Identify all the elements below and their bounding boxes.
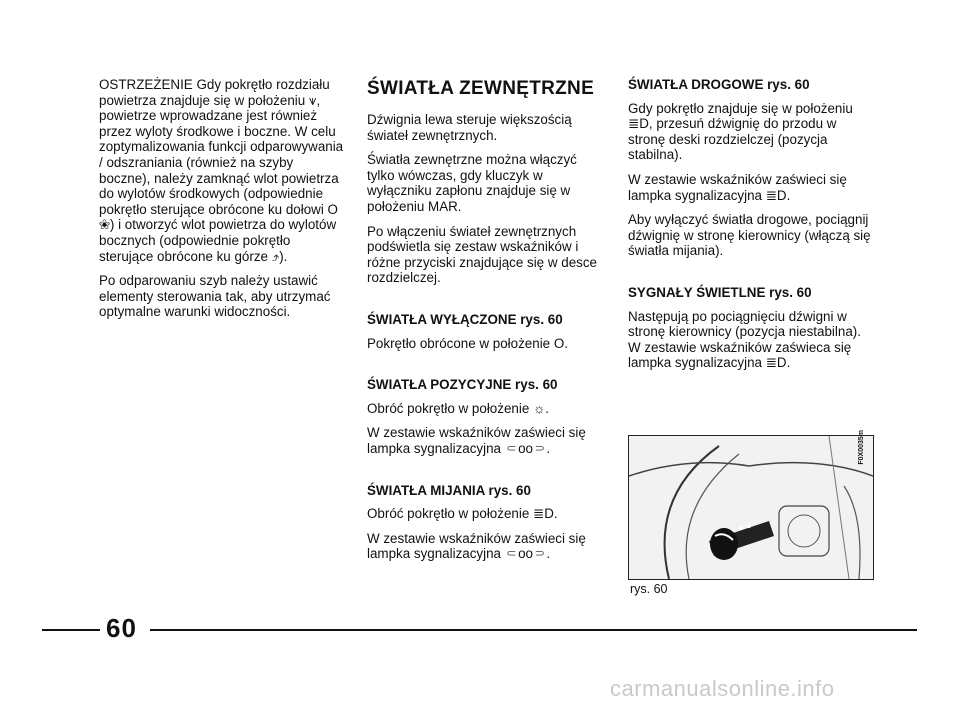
paragraph: Następują po pociągnięciu dźwigni w stronę kierownicy (pozycja niestabilna). W zestawie wskaźników zaświeca się lampka sygnalizacyjna ≣D.	[628, 308, 861, 371]
figure-lever-illustration	[628, 435, 874, 580]
figure-caption: rys. 60	[630, 582, 668, 596]
paragraph: W zestawie wskaźników zaświeci się lampka sygnalizacyjna ⸦oo⸧.	[367, 425, 586, 456]
warning-paragraph: OSTRZEŻENIE Gdy pokrętło rozdziału powietrza znajduje się w położeniu ⩛, powietrze wprowadzane jest również przez wyloty środkowe i boczne. W celu zoptymalizowania funkcji odparowywania / odszraniania (również na szyby boczne), należy zamknąć wlot powietrza do wylotów środkowych (odpowiednie pokrętło sterujące obrócone ku dołowi O ❀) i otworzyć wlot powietrza do wylotów bocznych (odpowiednie pokrętło sterujące obrócone ku górze ⤴).	[99, 77, 344, 264]
subsection-heading: ŚWIATŁA POZYCYJNE rys. 60	[367, 377, 558, 393]
paragraph: W zestawie wskaźników zaświeci się lampka sygnalizacyjna ⸦oo⸧.	[367, 530, 586, 562]
column-right	[628, 77, 873, 380]
section-title: ŚWIATŁA ZEWNĘTRZNE	[367, 78, 595, 99]
paragraph: Pokrętło obrócone w położenie O.	[367, 335, 568, 351]
watermark-text: carmanualsonline.info	[610, 676, 835, 701]
paragraph: Obróć pokrętło w położenie ≣D.	[367, 506, 558, 522]
paragraph: Dźwignia lewa steruje większością świateł zewnętrznych.	[367, 112, 572, 143]
paragraph: Po odparowaniu szyb należy ustawić elementy sterowania tak, aby utrzymać optymalne warunki widoczności.	[99, 273, 331, 320]
subsection-heading: ŚWIATŁA MIJANIA rys. 60	[367, 482, 531, 498]
lever-drawing	[629, 436, 873, 579]
footer-rule-left	[42, 629, 100, 631]
paragraph: Światła zewnętrzne można włączyć tylko wówczas, gdy kluczyk w wyłączniku zapłonu znajduje się w położeniu MAR.	[367, 152, 577, 214]
page-number: 60	[106, 613, 137, 643]
paragraph: Obróć pokrętło w położenie ☼.	[367, 400, 549, 416]
figure-code: F0X0035m	[858, 430, 865, 465]
column-left	[99, 77, 344, 329]
paragraph: Po włączeniu świateł zewnętrznych podświetla się zestaw wskaźników i różne przyciski znajdujące się w desce rozdzielczej.	[367, 223, 597, 286]
subsection-heading: SYGNAŁY ŚWIETLNE rys. 60	[628, 284, 812, 300]
paragraph: W zestawie wskaźników zaświeci się lampka sygnalizacyjna ≣D.	[628, 171, 847, 203]
subsection-heading: ŚWIATŁA WYŁĄCZONE rys. 60	[367, 311, 563, 327]
footer-rule-right	[150, 629, 917, 631]
paragraph: Aby wyłączyć światła drogowe, pociągnij dźwignię w stronę kierownicy (włączą się światła mijania).	[628, 212, 871, 259]
subsection-heading: ŚWIATŁA DROGOWE rys. 60	[628, 77, 810, 92]
column-middle	[367, 77, 607, 571]
paragraph: Gdy pokrętło znajduje się w położeniu ≣D, przesuń dźwignię do przodu w stronę deski rozdzielczej (pozycja stabilna).	[628, 100, 853, 163]
